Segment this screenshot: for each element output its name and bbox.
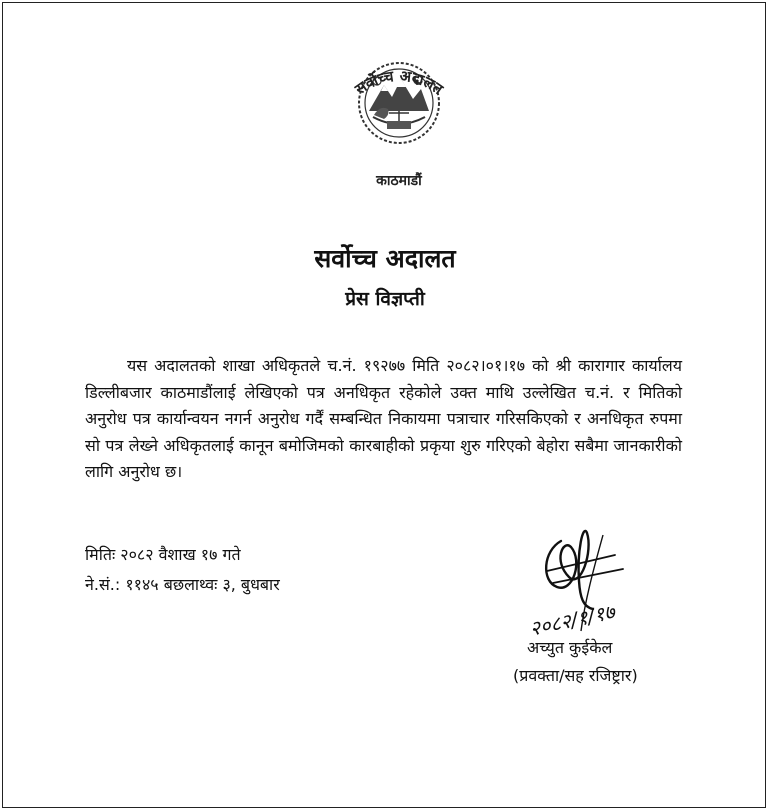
page-subtitle: प्रेस विज्ञप्ती [345, 288, 425, 310]
page-title: सर्वोच्च अदालत [314, 244, 456, 273]
seal-text-bottom: काठमाडौं [376, 173, 422, 189]
signature-icon [523, 511, 663, 641]
press-release-body: यस अदालतको शाखा अधिकृतले च.नं. १९२७७ मिति २०८२।०१।१७ को श्री कारागार कार्यालय डिल्लीबजार काठमाडौंलाई लेखिएको पत्र अनधिकृत रहेकोले उक्त माथि उल्लेखित च.नं. र मितिको अनुरोध पत्र कार्यान्वयन नगर्न अनुरोध गर्दैं सम्बन्धित निकायमा पत्राचार गरिसकिएको र अनधिकृत रुपमा सो पत्र लेख्ने अधिकृतलाई कानून बमोजिमको कारबाहीको प्रकृया शुरु गरिएको बेहोरा सबैमा जानकारीको लागि अनुरोध छ। [85, 356, 682, 481]
handwritten-signature [523, 511, 663, 641]
nepal-sambat-line: ने.सं.: ११४५ बछलाथ्वः ३, बुधबार [85, 575, 280, 594]
signatory-title: (प्रवक्ता/सह रजिष्ट्रार) [513, 666, 638, 685]
signatory-name: अच्युत कुईकेल [527, 638, 613, 657]
date-line: मितिः २०८२ वैशाख १७ गते [85, 545, 241, 564]
press-release-page [2, 2, 766, 808]
seal-text-top: सर्वोच्च अदालत [351, 66, 447, 99]
signature-date: २०८२/१/१७ [527, 599, 617, 641]
supreme-court-seal [329, 51, 469, 201]
seal-emblem-icon [329, 51, 469, 201]
